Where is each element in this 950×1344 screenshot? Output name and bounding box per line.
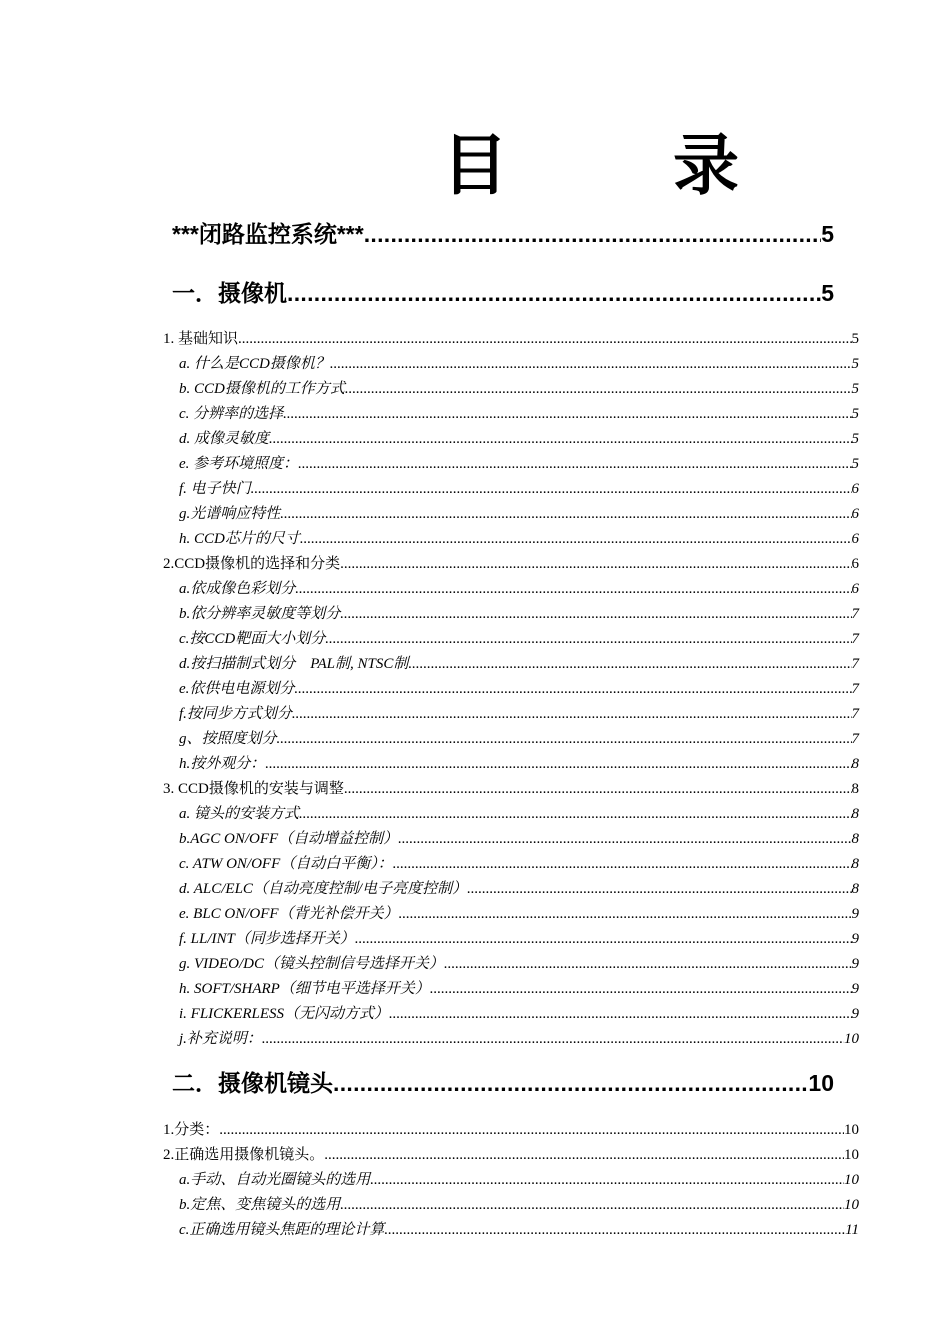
- toc-entry[interactable]: [179, 1193, 859, 1217]
- toc-leader-dots: [298, 452, 851, 476]
- toc-entry[interactable]: [179, 877, 859, 901]
- toc-entry-label: 2.正确选用摄像机镜头。: [163, 1147, 325, 1163]
- toc-page-number: 8: [851, 856, 859, 872]
- toc-entry-label: ***闭路监控系统***: [172, 221, 364, 247]
- toc-leader-dots: [393, 852, 852, 876]
- toc-page-number: 5: [851, 406, 859, 422]
- toc-entry-label: 二．摄像机镜头: [172, 1070, 333, 1096]
- toc-page-number: 5: [851, 331, 859, 347]
- toc-heading-lens[interactable]: [172, 1065, 834, 1101]
- toc-page-number: 6: [851, 581, 859, 597]
- toc-entry[interactable]: [163, 1118, 859, 1142]
- toc-entry[interactable]: [179, 952, 859, 976]
- toc-leader-dots: [467, 877, 851, 901]
- toc-leader-dots: [283, 402, 851, 426]
- toc-entry-label: e. BLC ON/OFF（背光补偿开关）: [179, 906, 399, 922]
- toc-page-number: 9: [851, 906, 859, 922]
- toc-page-number: 6: [851, 531, 859, 547]
- toc-page-number: 8: [851, 831, 859, 847]
- toc-leader-dots: [238, 327, 851, 351]
- toc-leader-dots: [364, 216, 821, 252]
- toc-leader-dots: [251, 477, 852, 501]
- toc-entry[interactable]: [179, 1168, 859, 1192]
- toc-entry[interactable]: [179, 802, 859, 826]
- toc-entry-label: f. LL/INT（同步选择开关）: [179, 931, 355, 947]
- toc-leader-dots: [299, 802, 851, 826]
- toc-entry[interactable]: [179, 527, 859, 551]
- toc-entry-label: i. FLICKERLESS（无闪动方式）: [179, 1006, 390, 1022]
- toc-entry[interactable]: [179, 852, 859, 876]
- toc-entry[interactable]: [179, 352, 859, 376]
- toc-entry[interactable]: [179, 477, 859, 501]
- toc-leader-dots: [444, 952, 852, 976]
- toc-entry[interactable]: [179, 677, 859, 701]
- toc-leader-dots: [398, 827, 851, 851]
- toc-entry[interactable]: [179, 377, 859, 401]
- toc-entry[interactable]: [179, 702, 859, 726]
- toc-leader-dots: [370, 1168, 844, 1192]
- toc-entry[interactable]: [179, 827, 859, 851]
- toc-page-number: 9: [851, 956, 859, 972]
- toc-page-number: 7: [851, 731, 859, 747]
- toc-page-number: 8: [851, 881, 859, 897]
- toc-entry-label: e. 参考环境照度：: [179, 456, 299, 472]
- toc-page-number: 9: [851, 931, 859, 947]
- toc-page-number: 6: [851, 556, 859, 572]
- toc-leader-dots: [324, 1143, 844, 1167]
- toc-page-number: 8: [851, 781, 859, 797]
- toc-entry[interactable]: [179, 977, 859, 1001]
- toc-title-char-1: 目: [442, 127, 508, 204]
- toc-page-number: 10: [844, 1031, 859, 1047]
- toc-entry-label: d. 成像灵敏度: [179, 431, 270, 447]
- toc-entry[interactable]: [163, 327, 859, 351]
- toc-page-number: 7: [851, 681, 859, 697]
- toc-entry-label: b.依分辨率灵敏度等划分: [179, 606, 341, 622]
- toc-entry-label: a.依成像色彩划分: [179, 581, 296, 597]
- toc-leader-dots: [345, 377, 852, 401]
- toc-leader-dots: [430, 977, 852, 1001]
- toc-entry[interactable]: [179, 1218, 859, 1242]
- toc-entry[interactable]: [163, 552, 859, 576]
- toc-page-number: 11: [845, 1222, 859, 1238]
- toc-entry[interactable]: [179, 1002, 859, 1026]
- toc-entry[interactable]: [179, 427, 859, 451]
- toc-entry-label: g、按照度划分: [179, 731, 277, 747]
- toc-leader-dots: [277, 727, 852, 751]
- toc-entry-label: e.依供电电源划分: [179, 681, 295, 697]
- toc-entry-label: a.手动、自动光圈镜头的选用: [179, 1172, 371, 1188]
- toc-entry-label: d. ALC/ELC（自动亮度控制/电子亮度控制）: [179, 881, 468, 897]
- toc-entry-label: j.补充说明：: [179, 1031, 262, 1047]
- toc-entry[interactable]: [179, 602, 859, 626]
- toc-entry[interactable]: [179, 627, 859, 651]
- toc-page-number: 9: [851, 981, 859, 997]
- toc-heading-camera[interactable]: [172, 275, 834, 311]
- toc-leader-dots: [287, 275, 821, 311]
- toc-entry[interactable]: [163, 1143, 859, 1167]
- toc-leader-dots: [344, 777, 852, 801]
- toc-entry[interactable]: [179, 1027, 859, 1051]
- toc-page-number: 10: [808, 1070, 834, 1096]
- toc-leader-dots: [280, 502, 851, 526]
- toc-entry-label: h. SOFT/SHARP（细节电平选择开关）: [179, 981, 430, 997]
- toc-entry[interactable]: [179, 577, 859, 601]
- toc-entry-label: 1.分类：: [163, 1122, 220, 1138]
- toc-leader-dots: [340, 552, 851, 576]
- toc-heading-system[interactable]: [172, 216, 834, 252]
- toc-page-number: 6: [851, 481, 859, 497]
- toc-entry[interactable]: [179, 752, 859, 776]
- toc-leader-dots: [330, 352, 852, 376]
- toc-entry-label: c.按CCD靶面大小划分: [179, 631, 326, 647]
- toc-leader-dots: [399, 902, 852, 926]
- toc-page-number: 6: [851, 506, 859, 522]
- toc-leader-dots: [294, 677, 851, 701]
- toc-page-number: 9: [851, 1006, 859, 1022]
- toc-entry[interactable]: [179, 502, 859, 526]
- toc-title: [0, 128, 950, 208]
- toc-entry-label: b. CCD摄像机的工作方式: [179, 381, 345, 397]
- toc-leader-dots: [340, 602, 851, 626]
- toc-entry-label: a. 什么是CCD摄像机？: [179, 356, 330, 372]
- toc-leader-dots: [325, 627, 851, 651]
- toc-page-number: 5: [821, 280, 834, 306]
- toc-entry-label: 3. CCD摄像机的安装与调整: [163, 781, 344, 797]
- toc-entry-label: c. 分辨率的选择: [179, 406, 284, 422]
- toc-entry-label: 1. 基础知识: [163, 331, 239, 347]
- toc-page-number: 5: [851, 456, 859, 472]
- toc-page-number: 7: [851, 656, 859, 672]
- toc-entry-label: c.正确选用镜头焦距的理论计算: [179, 1222, 385, 1238]
- toc-leader-dots: [265, 752, 851, 776]
- toc-entry-label: b.定焦、变焦镜头的选用: [179, 1197, 341, 1213]
- toc-page-number: 7: [851, 706, 859, 722]
- toc-entry-label: g.光谱响应特性: [179, 506, 281, 522]
- toc-entry[interactable]: [179, 927, 859, 951]
- toc-entry[interactable]: [179, 727, 859, 751]
- toc-leader-dots: [408, 652, 851, 676]
- toc-entry[interactable]: [163, 777, 859, 801]
- toc-entry[interactable]: [179, 452, 859, 476]
- toc-leader-dots: [355, 927, 852, 951]
- toc-leader-dots: [389, 1002, 851, 1026]
- toc-title-char-2: 录: [673, 127, 739, 204]
- toc-entry-label: c. ATW ON/OFF（自动白平衡）：: [179, 856, 393, 872]
- toc-page-number: 10: [844, 1122, 859, 1138]
- toc-leader-dots: [262, 1027, 844, 1051]
- toc-page-number: 10: [844, 1197, 859, 1213]
- toc-entry[interactable]: [179, 402, 859, 426]
- toc-entry-label: f. 电子快门: [179, 481, 251, 497]
- toc-entry-label: h.按外观分：: [179, 756, 266, 772]
- toc-leader-dots: [300, 527, 852, 551]
- toc-page-number: 10: [844, 1147, 859, 1163]
- toc-entry-label: f.按同步方式划分: [179, 706, 292, 722]
- toc-page-number: 5: [851, 431, 859, 447]
- toc-leader-dots: [269, 427, 851, 451]
- toc-page-number: 5: [821, 221, 834, 247]
- toc-leader-dots: [384, 1218, 845, 1242]
- toc-page-number: 8: [851, 756, 859, 772]
- toc-entry-label: h. CCD芯片的尺寸: [179, 531, 300, 547]
- toc-entry-label: a. 镜头的安装方式: [179, 806, 300, 822]
- toc-page-number: 10: [844, 1172, 859, 1188]
- toc-page-number: 5: [851, 381, 859, 397]
- toc-entry-label: g. VIDEO/DC（镜头控制信号选择开关）: [179, 956, 444, 972]
- toc-page-number: 5: [851, 356, 859, 372]
- toc-page-number: 8: [851, 806, 859, 822]
- toc-leader-dots: [340, 1193, 844, 1217]
- toc-entry-label: b.AGC ON/OFF（自动增益控制）: [179, 831, 399, 847]
- toc-leader-dots: [219, 1118, 844, 1142]
- toc-leader-dots: [333, 1065, 808, 1101]
- toc-page-number: 7: [851, 631, 859, 647]
- toc-leader-dots: [292, 702, 852, 726]
- toc-entry-label: d.按扫描制式划分 PAL制, NTSC制: [179, 656, 409, 672]
- toc-entry-label: 2.CCD摄像机的选择和分类: [163, 556, 341, 572]
- toc-leader-dots: [295, 577, 851, 601]
- toc-entry-label: 一．摄像机: [172, 280, 287, 306]
- toc-entry[interactable]: [179, 652, 859, 676]
- toc-entry[interactable]: [179, 902, 859, 926]
- toc-page-number: 7: [851, 606, 859, 622]
